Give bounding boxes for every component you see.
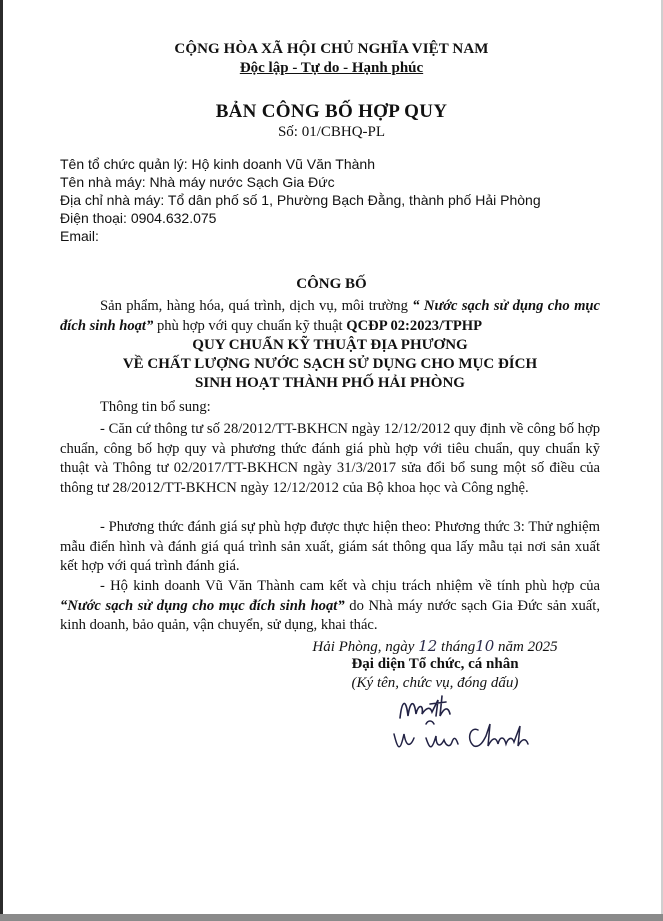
extra-item-1: - Căn cứ thông tư số 28/2012/TT-BKHCN ngày 12/12/2012 quy định về công bố hợp chuẩn, công bố hợp quy và phương thức đánh giá phù hợp với tiêu chuẩn, quy chuẩn kỹ thuật và Thông tư 02/2017/TT-BKHCN ngày 31/3/2017 sửa đổi bổ sung một số điều của thông tư 28/2012/TT-BKHCN ngày 12/12/2012 của Bộ khoa học và Công nghệ. [60, 421, 600, 496]
intro-mid: phù hợp với quy chuẩn kỹ thuật [156, 317, 343, 334]
national-title: CỘNG HÒA XÃ HỘI CHỦ NGHĨA VIỆT NAM [174, 41, 489, 57]
signature-note-text: (Ký tên, chức vụ, đóng dấu) [351, 675, 519, 691]
standard-title-line-1: QUY CHUẨN KỸ THUẬT ĐỊA PHƯƠNG [192, 337, 468, 353]
item-3-product: “Nước sạch sử dụng cho mục đích sinh hoạt” [60, 597, 345, 614]
item-3-suffix: do Nhà máy nước sạch Gia Đức sản xuất, kinh doanh, bảo quản, vận chuyển, sử dụng, khai thác. [60, 597, 600, 633]
standard-title-line-3: SINH HOẠT THÀNH PHỐ HẢI PHÒNG [195, 375, 465, 391]
document-title: BẢN CÔNG BỐ HỢP QUY [215, 101, 448, 122]
intro-product-name: “ Nước sạch sử dụng cho mục đích sinh hoạt” [60, 298, 601, 334]
document-number: Số: 01/CBHQ-PL [277, 124, 386, 140]
org-manager: Tên tổ chức quản lý: Hộ kinh doanh Vũ Văn Thành [60, 156, 375, 172]
intro-prefix: Sản phẩm, hàng hóa, quá trình, dịch vụ, môi trường [100, 298, 408, 314]
handwritten-month: 10 [475, 637, 495, 655]
national-motto [0, 60, 663, 77]
item-3-prefix: - Hộ kinh doanh Vũ Văn Thành cam kết và chịu trách nhiệm về tính phù hợp của [100, 578, 600, 594]
motto-text: Độc lập - Tự do - Hạnh phúc [239, 60, 424, 76]
extra-item-2: - Phương thức đánh giá sự phù hợp được thực hiện theo: Phương thức 3: Thử nghiệm mẫu điển hình và đánh giá quá trình sản xuất, giám sát thông qua lấy mẫu tại nơi sản xuất kết hợp với quá trình đánh giá. [60, 519, 600, 574]
org-address: Địa chỉ nhà máy: Tổ dân phố số 1, Phường Bạch Đằng, thành phố Hải Phòng [60, 192, 541, 208]
announcement-intro [60, 297, 600, 336]
org-factory: Tên nhà máy: Nhà máy nước Sạch Gia Đức [60, 174, 335, 190]
representative-label: Đại diện Tổ chức, cá nhân [351, 656, 519, 672]
org-phone: Điện thoại: 0904.632.075 [60, 210, 217, 226]
year-label: năm 2025 [498, 639, 558, 655]
month-label: tháng [441, 639, 476, 655]
place-date [290, 637, 580, 656]
standard-code: QCĐP 02:2023/TPHP [346, 317, 483, 334]
extra-item-3 [60, 577, 600, 636]
announcement-heading: CÔNG BỐ [296, 276, 367, 292]
standard-title-line-2: VỀ CHẤT LƯỢNG NƯỚC SẠCH SỬ DỤNG CHO MỤC ĐÍCH [122, 356, 538, 372]
scan-edge-bottom [0, 914, 663, 921]
handwritten-day: 12 [418, 637, 438, 655]
extra-info-heading: Thông tin bổ sung: [100, 399, 211, 415]
org-email: Email: [60, 228, 99, 244]
place-date-prefix: Hải Phòng, ngày [312, 639, 415, 655]
handwritten-signature [390, 690, 540, 760]
